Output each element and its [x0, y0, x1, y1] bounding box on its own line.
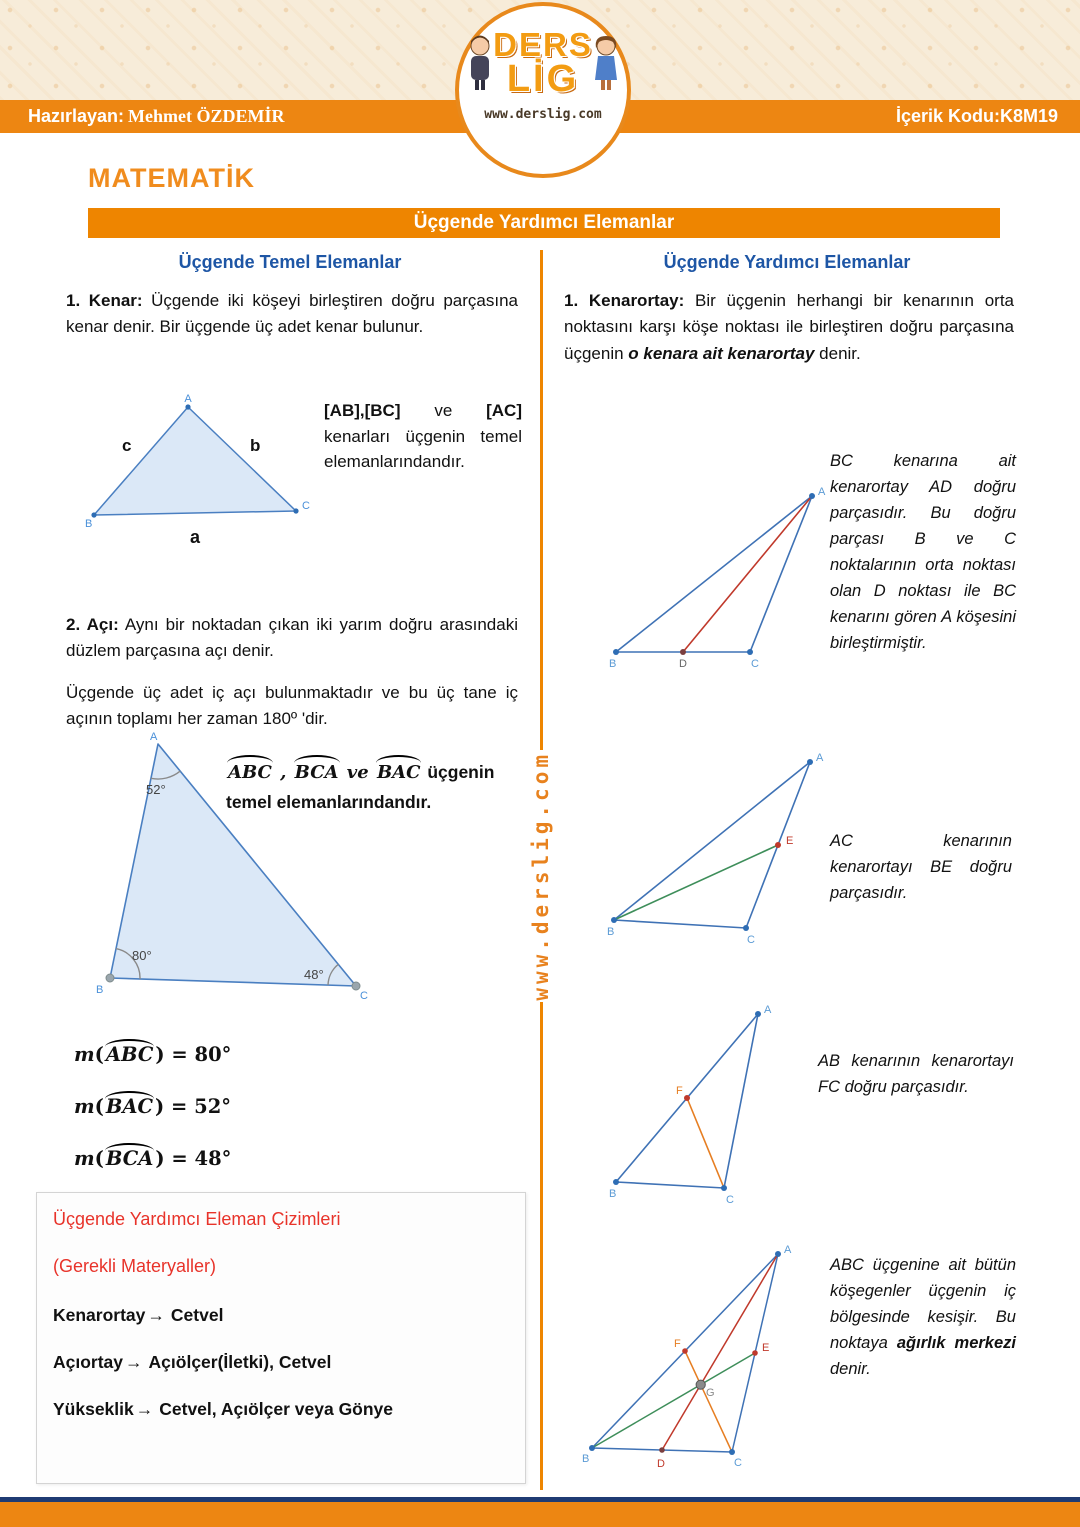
measure-bac	[74, 1092, 231, 1118]
vertex-label-c: C	[747, 934, 755, 946]
measure-m: m	[74, 1095, 95, 1118]
material-tool: Açıortay	[53, 1352, 124, 1372]
right-column-heading: Üçgende Yardımcı Elemanlar	[663, 252, 911, 272]
measure-open: (	[94, 1043, 104, 1066]
side-label-b: b	[250, 436, 261, 455]
materials-subtitle: (Gerekli Materyaller)	[53, 1256, 217, 1276]
vertex-label-a: A	[184, 393, 192, 405]
vertex-label-a: A	[818, 486, 826, 498]
triangle-sides-diagram	[84, 393, 324, 551]
content-code: İçerik Kodu:K8M19	[895, 106, 1058, 126]
prepared-by-label: Hazırlayan:	[28, 106, 125, 126]
material-item-yukseklik	[53, 1399, 509, 1420]
measure-name: BCA	[104, 1144, 156, 1170]
left-column-heading: Üçgende Temel Elemanlar	[178, 252, 402, 272]
angle-name-abc: ABC	[226, 756, 274, 788]
arrow-icon: →	[147, 1305, 165, 1325]
angle-name-bac: BAC	[375, 756, 423, 788]
material-tool: Kenarortay	[53, 1305, 146, 1325]
centroid-caption-post: denir.	[830, 1360, 871, 1379]
vertex-label-c: C	[726, 1194, 734, 1205]
kenarortay-text1: Bir üçgenin herhangi bir kenarının orta noktasını karşı köşe noktası ile birleştiren doğru parçasına üçgenin	[564, 291, 1014, 363]
aci-paragraph-2: Üçgende üç adet iç açı bulunmaktadır ve bu üç tane iç açının toplamı her zaman 180º 'dir.	[66, 683, 518, 729]
measure-name: ABC	[104, 1040, 156, 1066]
measure-name: BAC	[104, 1092, 155, 1118]
arrow-icon: →	[125, 1352, 143, 1372]
material-tool: Yükseklik	[53, 1399, 134, 1419]
vertex-label-c: C	[360, 990, 368, 1002]
measure-abc	[74, 1040, 231, 1066]
median-fc-caption: AB kenarının kenarortayı FC doğru parçasıdır.	[818, 1052, 1014, 1097]
arrow-icon: →	[135, 1399, 154, 1419]
vertex-label-c: C	[302, 500, 310, 512]
median-be-caption: AC kenarının kenarortayı BE doğru parçasıdır.	[830, 832, 1012, 903]
centroid-caption-bold: ağırlık merkezi	[896, 1334, 1016, 1353]
derslig-logo	[455, 2, 631, 178]
vertex-label-c: C	[734, 1457, 742, 1469]
midpoint-label-e: E	[762, 1342, 770, 1354]
centroid-diagram	[578, 1238, 818, 1473]
measure-value: 48°	[194, 1147, 232, 1170]
vertical-site-text: www.derslig.com	[529, 751, 553, 1001]
prepared-by	[28, 106, 285, 127]
vertex-label-b: B	[582, 1453, 590, 1465]
footer-orange-bar	[0, 1502, 1080, 1527]
vertical-site-text-wrap	[516, 750, 566, 1002]
midpoint-label-d: D	[679, 658, 687, 670]
median-ad-caption: BC kenarına ait kenarortay AD doğru parçasıdır. Bu doğru parçası B ve C noktalarının orta noktası olan D noktası ile BC kenarını gören A köşesini birleştirmiştir.	[830, 452, 1016, 653]
material-list: Cetvel, Açıölçer veya Gönye	[159, 1399, 394, 1419]
midpoint-label-f: F	[674, 1338, 681, 1350]
vertex-label-a: A	[150, 731, 158, 743]
median-be-diagram	[600, 748, 830, 948]
vertex-label-a: A	[764, 1004, 772, 1016]
vertex-label-b: B	[609, 1188, 617, 1200]
note-rest: üçgenin temel elemanlarındandır.	[226, 762, 495, 812]
logo-word-lig: LİG	[506, 58, 580, 100]
measure-close: ) =	[155, 1043, 195, 1066]
sides-note-bold2: [AC]	[486, 401, 522, 420]
angle-measures	[74, 1040, 231, 1196]
material-list: Cetvel	[170, 1305, 224, 1325]
vertex-label-a: A	[816, 752, 824, 764]
vertex-label-b: B	[607, 926, 615, 938]
subject-title: MATEMATİK	[88, 163, 255, 193]
materials-title: Üçgende Yardımcı Eleman Çizimleri	[53, 1209, 341, 1229]
angle-value-a: 52°	[146, 782, 166, 797]
kenarortay-text2: denir.	[814, 343, 861, 363]
material-item-aciortay	[53, 1352, 509, 1373]
centroid-label-g: G	[706, 1387, 715, 1399]
prepared-by-name: Mehmet ÖZDEMİR	[128, 106, 285, 126]
midpoint-label-d: D	[657, 1458, 665, 1470]
triangle-sides-note	[324, 398, 522, 475]
side-label-c: c	[122, 436, 132, 455]
triangle-angles-note	[226, 756, 514, 816]
aci-lead: 2. Açı:	[66, 615, 119, 634]
midpoint-label-e: E	[786, 835, 794, 847]
kenarortay-emph: o kenara ait kenarortay	[628, 343, 815, 363]
measure-value: 80°	[194, 1043, 232, 1066]
kenarortay-paragraph	[564, 288, 1014, 367]
centroid-caption-pre: ABC üçgenine ait bütün köşegenler üçgenin iç bölgesinde kesişir. Bu noktaya	[830, 1256, 1016, 1353]
vertex-label-b: B	[85, 518, 93, 530]
aci-text: Aynı bir noktadan çıkan iki yarım doğru arasındaki düzlem parçasına açı denir.	[66, 615, 518, 661]
logo-site-url: www.derslig.com	[484, 107, 602, 122]
measure-open: (	[94, 1147, 104, 1170]
sides-note-ve: ve	[400, 401, 487, 420]
logo-word-ders: DERS	[493, 26, 593, 63]
materials-box	[36, 1192, 526, 1484]
measure-bca	[74, 1144, 231, 1170]
measure-m: m	[74, 1043, 95, 1066]
midpoint-label-f: F	[676, 1085, 683, 1097]
vertex-label-c: C	[751, 658, 759, 670]
sides-note-bold1: [AB],[BC]	[324, 401, 401, 420]
sides-note-rest: kenarları üçgenin temel elemanlarındandır.	[324, 426, 522, 471]
angle-value-c: 48°	[304, 967, 324, 982]
measure-close: ) =	[155, 1095, 195, 1118]
angle-name-bca: BCA	[293, 756, 341, 788]
measure-m: m	[74, 1147, 95, 1170]
median-fc-diagram	[600, 1000, 790, 1205]
measure-close: ) =	[155, 1147, 195, 1170]
aci-paragraph	[66, 612, 518, 665]
angle-value-b: 80°	[132, 948, 152, 963]
material-list: Açıölçer(İletki), Cetvel	[148, 1352, 332, 1372]
median-ad-diagram	[600, 482, 830, 677]
note-comma: ,	[273, 762, 293, 783]
material-item-kenarortay	[53, 1305, 509, 1326]
measure-value: 52°	[194, 1095, 232, 1118]
boy-mascot-illustration	[465, 34, 495, 92]
page-title: Üçgende Yardımcı Elemanlar	[88, 208, 1000, 238]
girl-mascot-illustration	[591, 34, 621, 92]
note-ve: ve	[340, 762, 375, 783]
centroid-caption	[830, 1252, 1016, 1382]
kenar-lead: 1. Kenar:	[66, 291, 143, 310]
kenar-text: Üçgende iki köşeyi birleştiren doğru parçasına kenar denir. Bir üçgende üç adet kenar bulunur.	[66, 291, 518, 337]
kenar-paragraph	[66, 288, 518, 341]
vertex-label-b: B	[609, 658, 617, 670]
vertex-label-a: A	[784, 1244, 792, 1256]
kenarortay-lead: 1. Kenarortay:	[564, 291, 685, 310]
measure-open: (	[94, 1095, 104, 1118]
side-label-a: a	[190, 527, 201, 547]
vertex-label-b: B	[96, 984, 104, 996]
